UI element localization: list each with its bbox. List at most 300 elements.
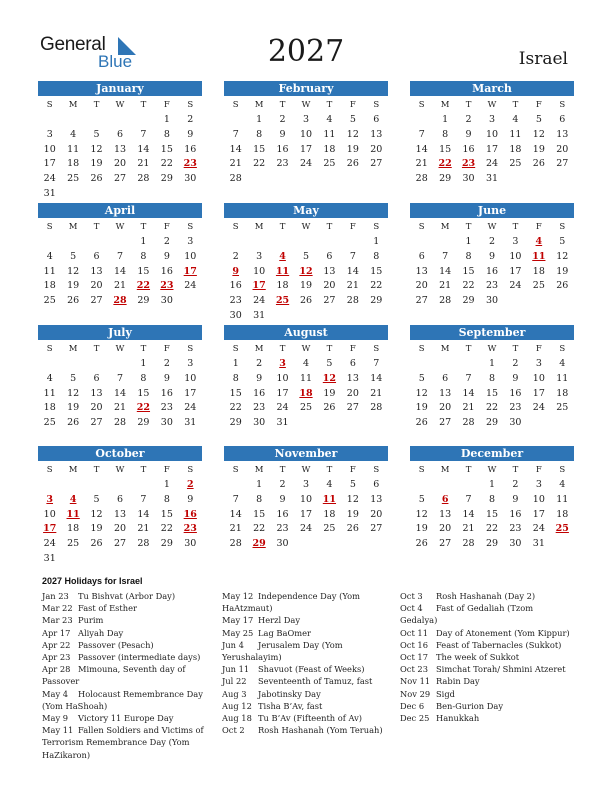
weekday-label: W — [487, 100, 497, 110]
day-cell: 26 — [90, 173, 103, 185]
day-grid — [224, 342, 388, 431]
day-cell: 22 — [485, 402, 499, 414]
day-cell: 19 — [67, 280, 80, 292]
day-cell: 22 — [462, 280, 475, 292]
day-cell: 12 — [415, 508, 428, 520]
empty-cell — [433, 478, 456, 493]
day-cell: 7 — [442, 250, 449, 262]
weekday-label: T — [93, 100, 100, 110]
day-cell: 23 — [485, 280, 499, 292]
day-cell: 18 — [556, 387, 569, 399]
day-cell: 2 — [279, 114, 286, 125]
weekday-label: W — [115, 344, 125, 354]
month-october — [38, 446, 202, 567]
day-cell: 28 — [346, 295, 359, 307]
day-cell: 26 — [67, 417, 80, 429]
holiday-item — [42, 675, 212, 687]
holiday-name: Yerushalayim) — [222, 652, 282, 663]
weekday-label: S — [373, 465, 380, 475]
day-cell: 13 — [439, 387, 452, 399]
day-cell: 10 — [184, 250, 197, 262]
holiday-item — [400, 688, 570, 700]
day-cell: 12 — [556, 250, 569, 262]
empty-cell — [410, 235, 433, 250]
empty-cell — [132, 113, 155, 128]
holiday-date: Aug 18 — [222, 713, 252, 724]
weekday-label: S — [418, 465, 425, 475]
day-cell: 15 — [160, 508, 173, 520]
day-cell: 24 — [184, 402, 197, 414]
day-cell: 13 — [113, 508, 127, 520]
day-cell: 20 — [556, 143, 569, 155]
holiday-item — [222, 712, 392, 724]
holiday-day-cell: 4 — [69, 493, 77, 505]
holiday-item — [42, 700, 212, 712]
day-cell: 3 — [187, 358, 194, 369]
day-cell: 6 — [326, 250, 333, 262]
day-cell: 13 — [556, 128, 569, 140]
day-cell: 1 — [373, 236, 380, 247]
day-cell: 13 — [323, 265, 336, 277]
day-cell: 20 — [90, 280, 103, 292]
month-december — [410, 446, 574, 552]
holiday-name: Fallen Soldiers and Victims of — [78, 725, 204, 736]
day-cell: 16 — [509, 387, 522, 399]
day-cell: 21 — [137, 523, 150, 535]
holiday-name: Purim — [78, 615, 104, 626]
day-cell: 20 — [323, 280, 336, 292]
weekday-label: F — [349, 465, 356, 475]
holiday-date: Oct 3 — [400, 591, 423, 601]
empty-cell — [247, 235, 270, 250]
day-cell: 5 — [418, 493, 425, 505]
day-cell: 23 — [229, 295, 242, 307]
day-cell: 18 — [509, 143, 522, 155]
day-cell: 2 — [465, 114, 472, 125]
weekday-label: T — [465, 222, 472, 232]
empty-cell — [410, 478, 433, 493]
day-cell: 3 — [302, 114, 310, 125]
day-cell: 24 — [276, 402, 289, 414]
day-cell: 1 — [256, 479, 263, 490]
day-cell: 8 — [163, 128, 170, 140]
weekday-label: W — [115, 100, 125, 110]
empty-cell — [410, 113, 433, 128]
holiday-name: Aliyah Day — [78, 627, 124, 638]
day-cell: 1 — [163, 114, 170, 125]
holiday-date: Mar 22 — [42, 603, 73, 614]
holiday-column — [400, 590, 570, 724]
day-cell: 24 — [532, 402, 545, 414]
day-cell: 2 — [163, 236, 170, 247]
holiday-name: Passover (Pesach) — [78, 639, 154, 650]
day-cell: 12 — [415, 387, 428, 399]
day-cell: 20 — [113, 158, 127, 170]
day-cell: 4 — [326, 114, 333, 125]
day-cell: 18 — [43, 280, 56, 292]
weekday-label: T — [140, 465, 147, 475]
day-cell: 1 — [256, 114, 263, 125]
weekday-label: S — [373, 222, 380, 232]
holiday-item — [400, 675, 570, 687]
day-cell: 31 — [532, 538, 545, 550]
day-cell: 21 — [462, 523, 475, 535]
month-name: March — [410, 81, 574, 96]
holiday-item — [400, 639, 570, 651]
holiday-name: Feast of Tabernacles (Sukkot) — [436, 639, 562, 650]
day-cell: 9 — [512, 372, 519, 384]
month-september — [410, 325, 574, 431]
day-cell: 27 — [346, 402, 359, 414]
day-cell: 2 — [256, 358, 263, 369]
day-cell: 5 — [70, 250, 77, 262]
day-cell: 1 — [140, 358, 147, 369]
day-cell: 6 — [93, 250, 100, 262]
day-cell: 24 — [43, 173, 56, 185]
day-cell: 29 — [485, 417, 499, 429]
day-cell: 15 — [229, 387, 242, 399]
day-cell: 11 — [67, 143, 80, 155]
day-cell: 19 — [67, 402, 80, 414]
day-cell: 13 — [113, 143, 127, 155]
holiday-name: The week of Sukkot — [436, 652, 520, 663]
day-cell: 4 — [46, 250, 53, 262]
holiday-day-cell: 17 — [43, 523, 57, 535]
holiday-day-cell: 23 — [160, 280, 174, 292]
weekday-label: W — [301, 465, 311, 475]
holiday-day-cell: 4 — [535, 236, 543, 247]
holiday-name: Holocaust Remembrance Day — [78, 688, 203, 699]
weekday-label: T — [93, 344, 100, 354]
day-cell: 21 — [346, 280, 359, 292]
holiday-name: Rosh Hashanah (Yom Teruah) — [258, 725, 383, 736]
day-cell: 30 — [184, 173, 197, 185]
holiday-day-cell: 3 — [46, 493, 54, 505]
weekday-label: W — [487, 344, 497, 354]
day-cell: 25 — [509, 158, 522, 170]
weekday-label: T — [512, 465, 519, 475]
day-cell: 30 — [160, 295, 173, 307]
holiday-day-cell: 11 — [322, 493, 337, 505]
day-cell: 5 — [418, 372, 425, 384]
day-cell: 13 — [346, 372, 359, 384]
holiday-name: Passover (intermediate days) — [78, 652, 201, 663]
day-cell: 8 — [140, 372, 147, 384]
day-cell: 25 — [43, 417, 56, 429]
day-cell: 29 — [485, 538, 499, 550]
holiday-date: Oct 17 — [400, 652, 428, 663]
day-cell: 17 — [299, 143, 313, 155]
day-cell: 29 — [439, 173, 452, 185]
empty-cell — [85, 113, 108, 128]
day-cell: 16 — [160, 387, 173, 399]
holiday-name: Victory 11 Europe Day — [78, 713, 174, 724]
month-july — [38, 325, 202, 431]
day-cell: 1 — [488, 358, 496, 369]
day-cell: 25 — [67, 538, 80, 550]
day-cell: 5 — [535, 114, 542, 125]
month-name: April — [38, 203, 202, 218]
holiday-day-cell: 11 — [66, 508, 80, 520]
holiday-name: Fast of Esther — [78, 603, 137, 614]
weekday-label: W — [301, 344, 311, 354]
day-cell: 5 — [326, 358, 333, 369]
holiday-name: Tu Bishvat (Arbor Day) — [78, 591, 176, 601]
day-cell: 2 — [187, 114, 194, 125]
day-cell: 6 — [442, 372, 449, 384]
holiday-name: (Yom HaShoah) — [42, 700, 108, 711]
day-cell: 1 — [442, 114, 449, 125]
weekday-label: F — [535, 100, 542, 110]
day-cell: 3 — [488, 114, 496, 125]
day-cell: 9 — [279, 493, 286, 505]
day-cell: 28 — [462, 417, 475, 429]
holiday-name: Mimouna, Seventh day of — [78, 664, 186, 675]
weekday-label: F — [535, 344, 542, 354]
holiday-date: Jun 4 — [222, 639, 244, 650]
day-cell: 15 — [137, 387, 150, 399]
day-cell: 29 — [160, 173, 173, 185]
day-cell: 8 — [232, 372, 239, 384]
weekday-label: T — [512, 344, 519, 354]
day-cell: 23 — [276, 523, 289, 535]
holiday-name: Hanukkah — [436, 713, 480, 724]
weekday-label: M — [68, 100, 78, 110]
weekday-label: W — [115, 465, 125, 475]
holiday-day-cell: 16 — [183, 508, 197, 520]
empty-cell — [294, 235, 317, 250]
holiday-date: Oct 2 — [222, 725, 245, 736]
day-cell: 20 — [370, 143, 383, 155]
day-cell: 19 — [323, 387, 336, 399]
day-grid — [410, 463, 574, 552]
holiday-date: Apr 23 — [42, 652, 71, 663]
weekday-label: M — [440, 465, 450, 475]
day-cell: 18 — [276, 280, 289, 292]
weekday-label: T — [140, 222, 147, 232]
holiday-date: Nov 11 — [400, 676, 431, 687]
day-cell: 20 — [370, 508, 383, 520]
weekday-label: S — [187, 100, 194, 110]
day-cell: 6 — [116, 493, 124, 505]
logo-text-general: General — [40, 34, 106, 55]
day-cell: 1 — [465, 236, 472, 247]
holiday-day-cell: 11 — [275, 265, 290, 277]
day-cell: 10 — [532, 493, 545, 505]
holiday-day-cell: 4 — [279, 250, 286, 262]
holiday-item — [222, 663, 392, 675]
day-cell: 8 — [140, 250, 147, 262]
day-cell: 27 — [113, 538, 127, 550]
weekday-label: W — [301, 222, 311, 232]
day-cell: 15 — [485, 387, 499, 399]
holiday-item — [400, 627, 570, 639]
day-cell: 9 — [187, 128, 194, 140]
weekday-label: S — [232, 465, 239, 475]
month-name: June — [410, 203, 574, 218]
day-cell: 18 — [67, 523, 80, 535]
weekday-label: T — [512, 222, 519, 232]
weekday-label: T — [465, 100, 472, 110]
day-cell: 26 — [67, 295, 80, 307]
day-cell: 28 — [415, 173, 428, 185]
day-cell: 31 — [485, 173, 499, 185]
day-cell: 5 — [349, 114, 356, 125]
holiday-item — [42, 651, 212, 663]
day-cell: 17 — [509, 265, 522, 277]
day-cell: 26 — [532, 158, 545, 170]
day-cell: 5 — [559, 236, 566, 247]
empty-cell — [61, 357, 84, 372]
holiday-name: Terrorism Remembrance Day (Yom — [42, 737, 190, 748]
day-cell: 20 — [439, 402, 452, 414]
holiday-item — [42, 724, 212, 736]
day-cell: 11 — [299, 372, 313, 384]
holiday-date: Oct 4 — [400, 603, 423, 614]
holiday-day-cell: 3 — [279, 358, 286, 369]
day-cell: 28 — [229, 173, 242, 185]
day-cell: 8 — [488, 372, 496, 384]
day-cell: 31 — [253, 309, 266, 321]
day-cell: 1 — [232, 358, 239, 369]
holiday-date: May 4 — [42, 688, 69, 699]
day-cell: 3 — [256, 250, 263, 262]
day-cell: 1 — [163, 479, 170, 490]
day-cell: 16 — [160, 265, 173, 277]
day-cell: 5 — [70, 372, 77, 384]
day-cell: 2 — [232, 250, 239, 262]
day-cell: 10 — [43, 508, 56, 520]
month-name: November — [224, 446, 388, 461]
holiday-date: Apr 22 — [42, 639, 71, 650]
day-cell: 23 — [160, 402, 173, 414]
weekday-label: S — [418, 344, 425, 354]
day-cell: 29 — [160, 538, 173, 550]
day-cell: 8 — [163, 493, 170, 505]
day-cell: 6 — [373, 114, 380, 125]
day-cell: 21 — [113, 280, 127, 292]
holiday-name: Simchat Torah/ Shmini Atzeret — [436, 664, 566, 675]
holiday-item — [400, 651, 570, 663]
day-cell: 21 — [462, 402, 475, 414]
day-cell: 26 — [415, 417, 428, 429]
day-cell: 14 — [229, 143, 242, 155]
day-cell: 15 — [253, 143, 266, 155]
day-cell: 12 — [346, 128, 359, 140]
holiday-name: Jerusalem Day (Yom — [258, 639, 343, 650]
day-cell: 16 — [485, 265, 499, 277]
empty-cell — [61, 478, 84, 493]
day-cell: 2 — [163, 358, 170, 369]
day-cell: 7 — [232, 128, 239, 140]
day-cell: 22 — [253, 158, 266, 170]
day-cell: 16 — [253, 387, 266, 399]
weekday-label: F — [535, 465, 542, 475]
day-cell: 6 — [418, 250, 425, 262]
day-cell: 15 — [160, 143, 173, 155]
day-cell: 29 — [370, 295, 383, 307]
day-cell: 13 — [90, 265, 103, 277]
day-cell: 25 — [556, 402, 569, 414]
month-name: August — [224, 325, 388, 340]
weekday-label: S — [187, 465, 194, 475]
holiday-item — [42, 602, 212, 614]
day-grid — [224, 220, 388, 324]
holiday-item — [222, 724, 392, 736]
holiday-date: Dec 25 — [400, 713, 430, 724]
empty-cell — [132, 478, 155, 493]
day-cell: 25 — [323, 158, 336, 170]
weekday-label: T — [279, 222, 286, 232]
day-cell: 16 — [276, 508, 289, 520]
empty-cell — [85, 478, 108, 493]
day-cell: 27 — [90, 295, 103, 307]
day-cell: 28 — [113, 417, 127, 429]
day-cell: 10 — [299, 128, 313, 140]
empty-cell — [85, 235, 108, 250]
country-name: Israel — [518, 49, 568, 69]
day-cell: 10 — [532, 372, 545, 384]
day-cell: 11 — [556, 372, 569, 384]
day-cell: 21 — [439, 280, 452, 292]
day-cell: 19 — [346, 143, 359, 155]
day-cell: 18 — [323, 143, 336, 155]
empty-cell — [457, 357, 480, 372]
day-cell: 24 — [253, 295, 266, 307]
holiday-date: Aug 3 — [222, 688, 247, 699]
day-cell: 27 — [556, 158, 569, 170]
day-cell: 11 — [556, 493, 569, 505]
day-grid — [410, 220, 574, 309]
holiday-date: Oct 11 — [400, 627, 428, 638]
day-cell: 27 — [439, 417, 452, 429]
day-cell: 27 — [439, 538, 452, 550]
holiday-day-cell: 2 — [186, 479, 194, 490]
day-cell: 9 — [512, 493, 519, 505]
day-cell: 10 — [299, 493, 313, 505]
day-cell: 19 — [90, 158, 103, 170]
day-cell: 31 — [276, 417, 289, 429]
day-cell: 31 — [184, 417, 197, 429]
holiday-item — [42, 627, 212, 639]
weekday-label: F — [163, 100, 170, 110]
holiday-item — [400, 602, 570, 626]
weekday-label: T — [279, 465, 286, 475]
day-cell: 22 — [253, 523, 266, 535]
empty-cell — [224, 113, 247, 128]
day-cell: 23 — [253, 402, 266, 414]
empty-cell — [457, 478, 480, 493]
day-cell: 15 — [253, 508, 266, 520]
day-cell: 30 — [509, 417, 522, 429]
day-cell: 18 — [532, 265, 545, 277]
holiday-name: HaAtzmaut) — [222, 603, 273, 614]
empty-cell — [108, 235, 131, 250]
holiday-day-cell: 22 — [438, 158, 452, 170]
day-cell: 24 — [509, 280, 522, 292]
day-cell: 20 — [90, 402, 103, 414]
day-cell: 21 — [229, 158, 242, 170]
empty-cell — [410, 357, 433, 372]
month-name: May — [224, 203, 388, 218]
day-cell: 22 — [229, 402, 242, 414]
day-cell: 17 — [276, 387, 289, 399]
holiday-item — [42, 590, 212, 602]
day-cell: 15 — [439, 143, 452, 155]
day-cell: 25 — [532, 280, 545, 292]
day-cell: 19 — [415, 402, 428, 414]
holiday-item — [400, 712, 570, 724]
